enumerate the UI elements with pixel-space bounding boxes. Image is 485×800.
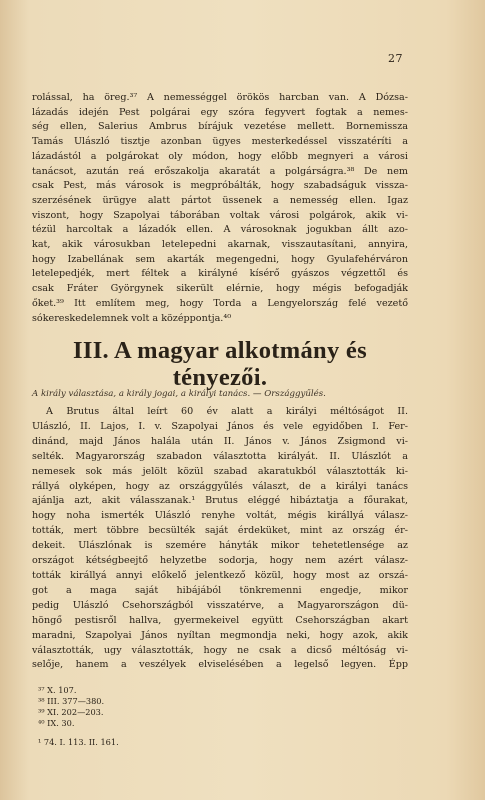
- text-line: lázadás idején Pest polgárai egy szóra fegyvert fogtak a nemes-: [32, 106, 408, 118]
- page-number: 27: [388, 52, 403, 65]
- text-line: őket.³⁹ Itt említem meg, hogy Torda a Lengyelország felé vezető: [32, 297, 408, 309]
- footnote-item: ³⁸ III. 377—380.: [38, 696, 105, 706]
- text-line: dekeit. Ulászlónak is szemére hányták mikor tehetetlensége az: [32, 540, 408, 552]
- text-line: lázadástól a polgárokat oly módon, hogy előbb megnyeri a városi: [32, 150, 408, 162]
- text-line: selték. Magyarország szabadon választotta királyát. II. Ulászlót a: [32, 450, 408, 462]
- text-line: szerzésének ürügye alatt pártot üssenek a nemesség ellen. Igaz: [32, 194, 408, 206]
- text-line: got a maga saját hibájából tönkremenni engedje, mikor: [32, 584, 408, 596]
- footnote-item: ³⁷ X. 107.: [38, 685, 77, 695]
- text-line: höngő pestisről hallva, gyermekeivel együtt Csehországban akart: [32, 614, 408, 626]
- text-line: pedig Ulászló Csehországból visszatérve, a Magyarországon dü-: [32, 599, 408, 611]
- text-line: tanácsot, azután reá erőszakolja akaratát a polgárságra.³⁸ De nem: [32, 165, 408, 177]
- text-line: országot kétségbeejtő helyzetbe sodorja, hogy nem azért válasz-: [32, 555, 408, 567]
- footnotes: [38, 685, 238, 729]
- text-line: tották, mert többre becsülték saját érdeküket, mint az ország ér-: [32, 525, 408, 537]
- text-line: letelepedjék, mert féltek a királyné kísérő gyászos végzettől és: [32, 268, 408, 280]
- text-line: ség ellen, Salerius Ambrus bírájuk vezetése mellett. Bornemissza: [32, 121, 408, 133]
- text-line: nemesek sok más jelölt közül szabad akaratukból választották ki-: [32, 465, 408, 477]
- text-line: rolással, ha öreg.³⁷ A nemességgel örökös harcban van. A Dózsa-: [32, 92, 408, 103]
- text-line: ajánlja azt, akit válasszanak.¹ Brutus eléggé hibáztatja a főurakat,: [32, 495, 408, 507]
- text-line: sókereskedelemnek volt a középpontja.⁴⁰: [32, 312, 232, 324]
- text-line: csak Pest, más városok is megpróbálták, hogy szabadságuk vissza-: [32, 180, 408, 192]
- text-line: csak Fráter Györgynek sikerült elérnie, hogy mégis befogadják: [32, 283, 408, 295]
- text-line: Ulászló, II. Lajos, I. v. Szapolyai János és vele egyidőben I. Fer-: [32, 420, 408, 432]
- text-line: tották királlyá annyi előkelő jelentkező közül, hogy most az orszá-: [32, 569, 408, 581]
- paragraph-1: [32, 91, 408, 326]
- chapter-heading-line-2: tényezői.: [172, 364, 268, 391]
- text-line: hogy Izabellának sem akarták megengedni, hogy Gyulafehérváron: [32, 253, 408, 265]
- chapter-subheading: A király választása, a király jogai, a királyi tanács. — Országgyűlés.: [32, 389, 326, 399]
- footnote-section: ¹ 74. I. 113. II. 161.: [38, 737, 119, 747]
- footnote-item: ³⁹ XI. 202—203.: [38, 707, 104, 717]
- text-line: hogy noha ismerték Ulászló renyhe voltát, mégis királlyá válasz-: [32, 510, 408, 522]
- text-line: rállyá olyképen, hogy az országgyűlés választ, de a királyi tanács: [32, 480, 408, 492]
- footnote-item: ⁴⁰ IX. 30.: [38, 718, 75, 728]
- text-line: maradni, Szapolyai János nyíltan megmondja neki, hogy azok, akik: [32, 629, 408, 641]
- text-line: tézül harcoltak a lázadók ellen. A városoknak jogukban állt azo-: [32, 224, 408, 236]
- chapter-heading: [32, 337, 408, 391]
- text-line: viszont, hogy Szapolyai táborában voltak városi polgárok, akik vi-: [32, 209, 408, 221]
- text-line: választották, ugy választották, hogy ne csak a dicső méltóság vi-: [32, 644, 408, 656]
- chapter-heading-line-1: III. A magyar alkotmány és: [73, 337, 367, 364]
- text-line: A Brutus által leírt 60 év alatt a királyi méltóságot II.: [46, 406, 408, 417]
- text-line: Tamás Ulászló tisztje azonban ügyes mesterkedéssel visszatéríti a: [32, 136, 408, 148]
- text-line: kat, akik városukban letelepedni akarnak, visszautasítani, annyira,: [32, 239, 408, 251]
- text-line: selője, hanem a veszélyek elviselésében a legelső legyen. Épp: [32, 659, 408, 671]
- paragraph-2: [32, 405, 408, 673]
- text-line: dinánd, majd János halála után II. János v. János Zsigmond vi-: [32, 435, 408, 447]
